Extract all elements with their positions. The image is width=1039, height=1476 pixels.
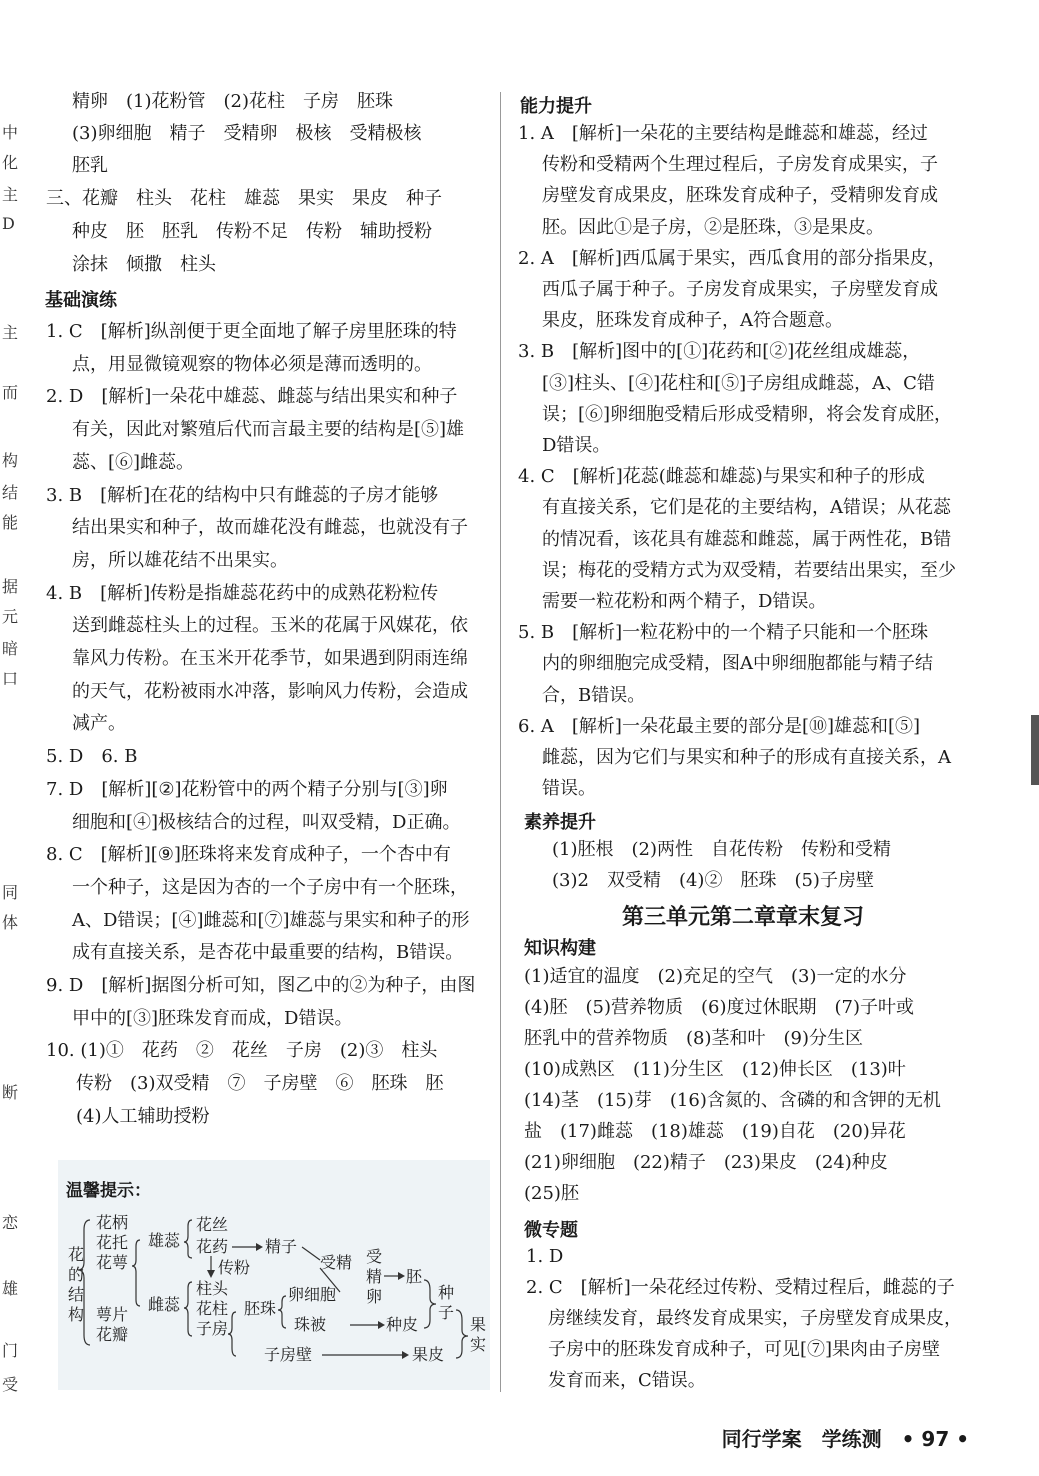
answer-line: (4)人工辅助授粉 [76, 1105, 210, 1127]
margin-char: D [2, 214, 15, 233]
answer-line: (1)适宜的温度 (2)充足的空气 (3)一定的水分 [524, 966, 907, 987]
answer-line: 错误。 [542, 778, 596, 800]
margin-char: 体 [2, 913, 19, 932]
answer-line: 雌蕊，因为它们与果实和种子的形成有直接关系，A [542, 747, 951, 768]
diagram-stamen: 雄蕊 [148, 1231, 181, 1250]
answer-line: 2. A [解析]西瓜属于果实，西瓜食用的部分指果皮， [518, 247, 946, 269]
diagram-petal: 花瓣 [96, 1325, 129, 1344]
margin-char: 构 [2, 451, 19, 470]
diagram-seed-char: 子 [438, 1303, 455, 1322]
diagram-style: 花柱 [196, 1299, 229, 1318]
answer-line: 甲中的[③]胚珠发育而成，D错误。 [72, 1007, 353, 1029]
answer-line: 8. C [解析][⑨]胚珠将来发育成种子，一个杏中有 [46, 844, 451, 866]
diagram-ovary: 子房 [196, 1319, 229, 1338]
answer-line: 1. D [526, 1246, 564, 1267]
answer-line: 3. B [解析]在花的结构中只有雌蕊的子房才能够 [46, 484, 439, 506]
answer-line: (14)茎 (15)芽 (16)含氮的、含磷的和含钾的无机 [524, 1090, 941, 1111]
answer-line: D错误。 [542, 435, 611, 456]
answer-line: 一个种子，这是因为杏的一个子房中有一个胚珠， [72, 876, 468, 898]
answer-line: 传粉和受精两个生理过程后，子房发育成果实，子 [542, 154, 938, 176]
answer-line: 有关，因此对繁殖后代而言最主要的结构是[⑤]雄 [72, 419, 465, 441]
answer-line: 蕊、[⑥]雌蕊。 [72, 451, 195, 473]
answer-line: 的天气，花粉被雨水冲落，影响风力传粉，会造成 [72, 680, 468, 702]
margin-char: 口 [2, 669, 19, 688]
answer-line: (4)胚 (5)营养物质 (6)度过休眠期 (7)子叶或 [524, 997, 914, 1018]
answer-line: (25)胚 [524, 1183, 579, 1204]
left-margin-fragments [0, 90, 20, 1400]
diagram-pedicel: 花柄 [96, 1213, 129, 1232]
answer-line: 点，用显微镜观察的物体必须是薄而透明的。 [72, 353, 432, 375]
text-line: 三、花瓣 柱头 花柱 雄蕊 果实 果皮 种子 [46, 188, 442, 209]
answer-line: 果皮，胚珠发育成种子，A符合题意。 [542, 310, 843, 332]
answer-line: 5. D 6. B [46, 746, 138, 768]
margin-char: 主 [2, 185, 19, 204]
diagram-pollination: 传粉 [218, 1258, 251, 1277]
diagram-filament: 花丝 [196, 1215, 229, 1234]
answer-line: 5. B [解析]一粒花粉中的一个精子只能和一个胚珠 [518, 622, 929, 644]
page-edge-tab [1031, 715, 1039, 785]
ability-heading: 能力提升 [520, 96, 592, 117]
chapter-title: 第三单元第二章章末复习 [622, 905, 865, 930]
answer-line: 成有直接关系，是杏花中最重要的结构，B错误。 [72, 942, 464, 964]
answer-line: 传粉 (3)双受精 ⑦ 子房壁 ⑥ 胚珠 胚 [76, 1073, 444, 1095]
answer-line: 靠风力传粉。在玉米开花季节，如果遇到阴雨连绵 [72, 648, 468, 669]
answer-line: 子房中的胚珠发育成种子，可见[⑦]果肉由子房壁 [548, 1339, 941, 1360]
text-line: 涂抹 倾撒 柱头 [72, 254, 216, 275]
diagram-root-char: 结 [68, 1285, 85, 1304]
diagram-receptacle: 花托 [96, 1233, 129, 1252]
diagram-sepal: 萼片 [96, 1305, 129, 1324]
answer-line: 减产。 [72, 713, 126, 735]
text-line: 种皮 胚 胚乳 传粉不足 传粉 辅助授粉 [72, 221, 432, 242]
page-footer: 同行学案 学练测 • 97 • [721, 1427, 969, 1451]
diagram-fertilization: 受精 [320, 1253, 353, 1272]
answer-line: 房继续发育，最终发育成果实，子房壁发育成果皮， [548, 1308, 962, 1329]
answer-line: 内的卵细胞完成受精，图A中卵细胞都能与精子结 [542, 653, 933, 675]
diagram-integument: 珠被 [294, 1315, 327, 1334]
answer-line: 10. (1)① 花药 ② 花丝 子房 (2)③ 柱头 [46, 1040, 438, 1062]
diagram-fertilized-egg-2: 精 [366, 1267, 383, 1286]
column-divider [500, 92, 501, 1392]
answer-line: 4. B [解析]传粉是指雄蕊花药中的成熟花粉粒传 [46, 582, 439, 604]
answer-line: (3)2 双受精 (4)② 胚珠 (5)子房壁 [552, 870, 874, 891]
answer-line: 送到雌蕊柱头上的过程。玉米的花属于风媒花，依 [72, 615, 468, 637]
answer-line: A、D错误；[④]雌蕊和[⑦]雄蕊与果实和种子的形 [72, 909, 470, 931]
margin-char: 中 [2, 123, 19, 142]
margin-char: 受 [2, 1375, 19, 1394]
diagram-fruit-char: 果 [470, 1315, 487, 1334]
diagram-pericarp: 果皮 [412, 1345, 445, 1364]
answer-line: 6. A [解析]一朵花最主要的部分是[⑩]雄蕊和[⑤] [518, 715, 921, 737]
answer-line: 有直接关系，它们是花的主要结构，A错误；从花蕊 [542, 497, 951, 519]
margin-char: 化 [2, 153, 19, 172]
answer-line: 2. D [解析]一朵花中雄蕊、雌蕊与结出果实和种子 [46, 386, 458, 408]
micro-heading: 微专题 [524, 1220, 578, 1241]
margin-char: 门 [2, 1341, 19, 1360]
answer-line: 细胞和[④]极核结合的过程，叫双受精，D正确。 [72, 811, 461, 833]
margin-char: 断 [2, 1083, 19, 1102]
answer-line: 1. C [解析]纵剖便于更全面地了解子房里胚珠的特 [46, 321, 457, 342]
diagram-perianth: 花萼 [96, 1253, 129, 1272]
diagram-sperm: 精子 [265, 1237, 298, 1256]
knowledge-heading: 知识构建 [524, 938, 596, 959]
flower-structure-diagram [58, 1200, 490, 1390]
diagram-root-char: 构 [68, 1305, 85, 1324]
diagram-fruit-char: 实 [470, 1335, 487, 1354]
answer-line: 3. B [解析]图中的[①]花药和[②]花丝组成雄蕊， [518, 341, 921, 363]
tip-title: 温馨提示： [66, 1181, 151, 1201]
answer-line: 误；梅花的受精方式为双受精，若要结出果实，至少 [542, 559, 956, 581]
answer-line: 4. C [解析]花蕊(雌蕊和雄蕊)与果实和种子的形成 [518, 466, 925, 488]
margin-char: 主 [2, 323, 19, 342]
answer-line: 胚。因此①是子房，②是胚珠，③是果皮。 [542, 216, 884, 238]
margin-char: 能 [2, 513, 19, 532]
diagram-ovule: 胚珠 [244, 1299, 277, 1318]
margin-char: 同 [2, 883, 19, 902]
margin-char: 而 [2, 383, 19, 402]
answer-line: 的情况看，该花具有雄蕊和雌蕊，属于两性花，B错 [542, 528, 952, 550]
diagram-root-char: 花 [68, 1245, 85, 1264]
margin-char: 雄 [2, 1279, 19, 1298]
answer-line: 误；[⑥]卵细胞受精后形成受精卵，将会发育成胚， [542, 403, 953, 425]
diagram-stigma: 柱头 [196, 1279, 229, 1298]
answer-line: 盐 (17)雌蕊 (18)雄蕊 (19)自花 (20)异花 [524, 1121, 906, 1142]
answer-line: (21)卵细胞 (22)精子 (23)果皮 (24)种皮 [524, 1152, 888, 1173]
text-line: 胚乳 [72, 155, 108, 176]
answer-line: 发育而来，C错误。 [548, 1370, 706, 1391]
margin-char: 据 [2, 577, 19, 596]
diagram-egg: 卵细胞 [288, 1285, 337, 1304]
answer-line: 胚乳中的营养物质 (8)茎和叶 (9)分生区 [524, 1028, 863, 1049]
margin-char: 恋 [2, 1213, 19, 1232]
diagram-ovary-wall: 子房壁 [264, 1345, 313, 1364]
margin-char: 元 [2, 607, 19, 626]
basic-practice-heading: 基础演练 [45, 290, 117, 311]
diagram-embryo: 胚 [406, 1267, 423, 1286]
text-line: (3)卵细胞 精子 受精卵 极核 受精极核 [72, 123, 422, 144]
answer-line: 1. A [解析]一朵花的主要结构是雌蕊和雄蕊，经过 [518, 123, 928, 144]
answer-line: [③]柱头、[④]花柱和[⑤]子房组成雌蕊，A、C错 [542, 372, 935, 394]
answer-line: (10)成熟区 (11)分生区 (12)伸长区 (13)叶 [524, 1059, 906, 1080]
answer-line: 结出果实和种子，故而雄花没有雌蕊，也就没有子 [72, 517, 468, 539]
answer-line: 房壁发育成果皮，胚珠发育成种子，受精卵发育成 [542, 185, 938, 207]
answer-line: (1)胚根 (2)两性 自花传粉 传粉和受精 [552, 839, 891, 860]
answer-line: 西瓜子属于种子。子房发育成果实，子房壁发育成 [542, 279, 938, 300]
answer-line: 合，B错误。 [542, 684, 646, 706]
margin-char: 暗 [2, 639, 19, 658]
diagram-seed-char: 种 [438, 1283, 455, 1302]
answer-line: 2. C [解析]一朵花经过传粉、受精过程后，雌蕊的子 [526, 1277, 955, 1298]
diagram-root-char: 的 [68, 1265, 85, 1284]
answer-line: 房，所以雄花结不出果实。 [72, 549, 288, 571]
diagram-fertilized-egg-1: 受 [366, 1247, 383, 1266]
text-line: 精卵 (1)花粉管 (2)花柱 子房 胚珠 [72, 91, 393, 112]
margin-char: 结 [2, 483, 19, 502]
diagram-pistil: 雌蕊 [148, 1295, 181, 1314]
answer-line: 9. D [解析]据图分析可知，图乙中的②为种子，由图 [46, 975, 476, 996]
answer-line: 7. D [解析][②]花粉管中的两个精子分别与[③]卵 [46, 778, 448, 800]
diagram-fertilized-egg-3: 卵 [366, 1287, 383, 1306]
answer-line: 需要一粒花粉和两个精子，D错误。 [542, 591, 827, 612]
diagram-seed-coat: 种皮 [386, 1315, 419, 1334]
literacy-heading: 素养提升 [524, 812, 596, 833]
diagram-anther: 花药 [196, 1237, 229, 1256]
